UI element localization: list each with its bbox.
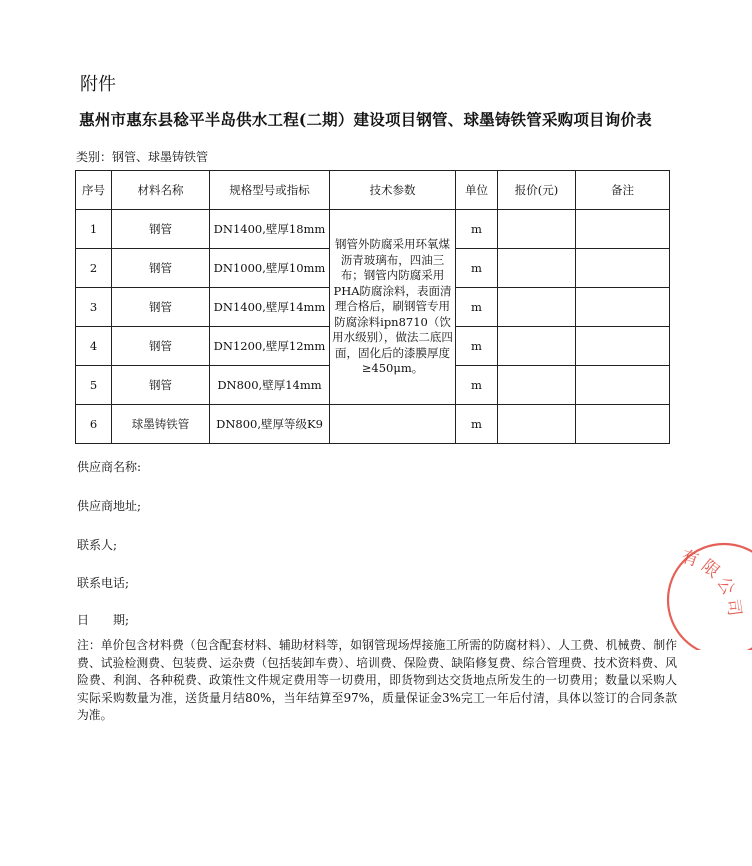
row-spec: DN1000,壁厚10mm bbox=[210, 249, 330, 288]
supplier-name-label: 供应商名称: bbox=[77, 460, 142, 474]
row-material-name: 钢管 bbox=[112, 288, 210, 327]
row-spec: DN800,壁厚等级K9 bbox=[210, 405, 330, 444]
quote-table bbox=[75, 170, 670, 444]
note-paragraph: 注：单价包含材料费（包含配套材料、辅助材料等，如钢管现场焊接施工所需的防腐材料）、人工费、机械费、制作费、试验检测费、包装费、运杂费（包括装卸车费）、培训费、保险费、缺陷修复费、综合管理费、技术资料费、风险费、利润、各种税费、政策性文件规定费用等一切费用，即货物到达交货地点所发生的一切费用；数量以采购人实际采购数量为准，送货量月结80%，当年结算至97%，质量保证金3%完工一年后付清，具体以签订的合同条款为准。 bbox=[77, 638, 677, 722]
row-remark-cell[interactable] bbox=[576, 210, 670, 249]
row-price-cell[interactable] bbox=[498, 405, 576, 444]
row-price-cell[interactable] bbox=[498, 366, 576, 405]
header-unit: 单位 bbox=[456, 171, 498, 210]
attachment-label: 附件 bbox=[80, 74, 116, 95]
row-unit: m bbox=[456, 210, 498, 249]
row-no: 3 bbox=[76, 288, 112, 327]
page-title: 惠州市惠东县稔平半岛供水工程(二期）建设项目钢管、球墨铸铁管采购项目询价表 bbox=[79, 110, 652, 129]
date-label: 日 期; bbox=[77, 613, 130, 627]
row-unit: m bbox=[456, 288, 498, 327]
row-no: 2 bbox=[76, 249, 112, 288]
row-material-name: 钢管 bbox=[112, 249, 210, 288]
header-no: 序号 bbox=[76, 171, 112, 210]
category-label: 类别：钢管、球墨铸铁管 bbox=[76, 150, 209, 164]
row-remark-cell[interactable] bbox=[576, 405, 670, 444]
row-unit: m bbox=[456, 327, 498, 366]
row-unit: m bbox=[456, 249, 498, 288]
row-price-cell[interactable] bbox=[498, 327, 576, 366]
row-remark-cell[interactable] bbox=[576, 249, 670, 288]
row-material-name: 钢管 bbox=[112, 366, 210, 405]
row-tech-params-empty[interactable] bbox=[330, 405, 456, 444]
row-remark-cell[interactable] bbox=[576, 327, 670, 366]
supplier-address-label: 供应商地址; bbox=[77, 499, 142, 513]
header-tech-params: 技术参数 bbox=[330, 171, 456, 210]
seal-text: 有限公司 bbox=[678, 546, 745, 622]
row-spec: DN1200,壁厚12mm bbox=[210, 327, 330, 366]
table-row bbox=[76, 210, 670, 249]
header-material-name: 材料名称 bbox=[112, 171, 210, 210]
row-material-name: 钢管 bbox=[112, 210, 210, 249]
row-spec: DN1400,壁厚14mm bbox=[210, 288, 330, 327]
row-no: 1 bbox=[76, 210, 112, 249]
table-row bbox=[76, 405, 670, 444]
header-price: 报价(元) bbox=[498, 171, 576, 210]
row-no: 4 bbox=[76, 327, 112, 366]
row-unit: m bbox=[456, 366, 498, 405]
contact-label: 联系人; bbox=[77, 538, 118, 552]
tech-params-cell: 钢管外防腐采用环氧煤沥青玻璃布，四油三布；钢管内防腐采用PHA防腐涂料，表面清理合格后，刷钢管专用防腐涂料ipn8710（饮用水级别），做法二底四面，固化后的漆膜厚度≥450μm。 bbox=[330, 210, 456, 405]
row-remark-cell[interactable] bbox=[576, 366, 670, 405]
row-remark-cell[interactable] bbox=[576, 288, 670, 327]
row-unit: m bbox=[456, 405, 498, 444]
row-spec: DN1400,壁厚18mm bbox=[210, 210, 330, 249]
svg-text:有限公司 bbox=[679, 547, 745, 622]
row-price-cell[interactable] bbox=[498, 249, 576, 288]
row-no: 6 bbox=[76, 405, 112, 444]
row-no: 5 bbox=[76, 366, 112, 405]
table-header-row bbox=[76, 171, 670, 210]
row-spec: DN800,壁厚14mm bbox=[210, 366, 330, 405]
row-price-cell[interactable] bbox=[498, 210, 576, 249]
row-material-name: 钢管 bbox=[112, 327, 210, 366]
row-material-name: 球墨铸铁管 bbox=[112, 405, 210, 444]
header-remark: 备注 bbox=[576, 171, 670, 210]
row-price-cell[interactable] bbox=[498, 288, 576, 327]
phone-label: 联系电话; bbox=[77, 576, 130, 590]
company-seal bbox=[652, 540, 752, 650]
header-spec: 规格型号或指标 bbox=[210, 171, 330, 210]
